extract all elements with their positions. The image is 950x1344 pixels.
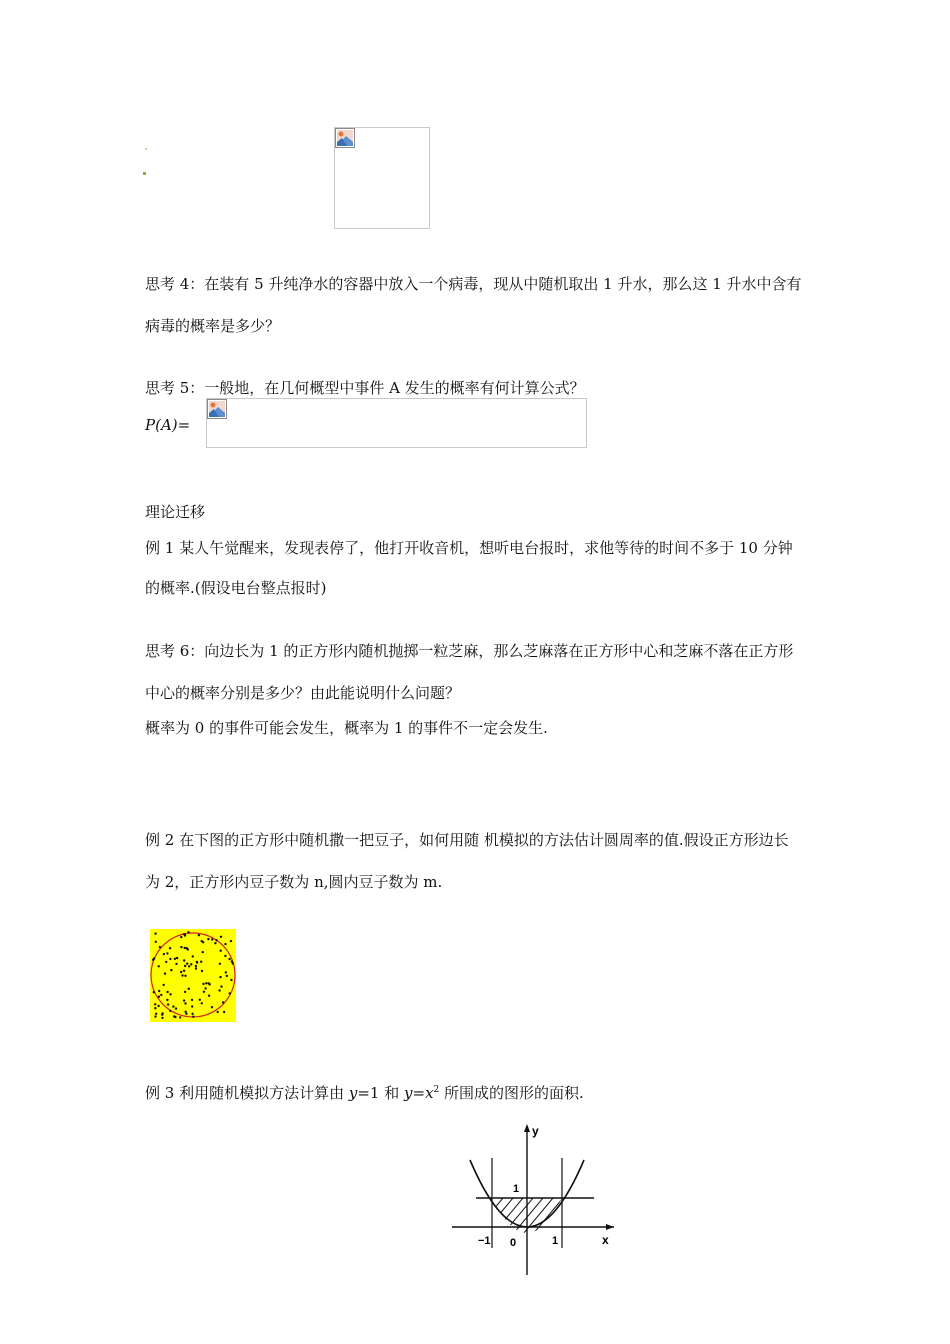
bean-dot — [195, 965, 197, 967]
bean-dot — [220, 936, 222, 938]
bean-dot — [224, 943, 226, 945]
bean-dot — [180, 971, 182, 973]
bean-dot — [222, 1001, 224, 1003]
bean-dot — [175, 1007, 177, 1009]
bean-dot — [188, 988, 190, 990]
bean-dot — [170, 969, 172, 971]
think4-line1: 思考 4：在装有 5 升纯净水的容器中放入一个病毒，现从中随机取出 1 升水，那么这 1 升水中含有 — [145, 275, 802, 293]
parabola-graph — [448, 1120, 618, 1280]
bean-dot — [158, 990, 160, 992]
think6-line1: 思考 6：向边长为 1 的正方形内随机抛掷一粒芝麻，那么芝麻落在正方形中心和芝麻不落在正方形 — [145, 642, 794, 660]
bean-dot — [166, 952, 168, 954]
bean-dot — [169, 947, 171, 949]
formula-prefix — [145, 415, 190, 435]
var-x: x — [425, 1084, 434, 1102]
bean-dot — [160, 994, 162, 996]
bean-dot — [214, 942, 216, 944]
bean-dot — [166, 991, 168, 993]
bean-dot — [183, 959, 185, 961]
bean-dot — [202, 951, 204, 953]
bean-dot — [196, 961, 198, 963]
bean-dot — [181, 974, 183, 976]
equals: = — [412, 1084, 426, 1102]
example1-line1: 例 1 某人午觉醒来，发现表停了，他打开收音机，想听电台报时，求他等待的时间不多于 10 分钟 — [145, 539, 793, 557]
bean-dot — [199, 999, 201, 1001]
bean-dot — [200, 961, 202, 963]
broken-image-placeholder — [334, 127, 430, 229]
x-axis-label: x — [602, 1233, 609, 1247]
bean-dot — [153, 991, 155, 993]
bean-dot — [208, 995, 210, 997]
bean-dot — [161, 1017, 163, 1019]
bean-dot — [192, 955, 194, 957]
bean-square-figure — [150, 929, 236, 1022]
bean-dot — [201, 1002, 203, 1004]
bean-dot — [180, 946, 182, 948]
bean-dot — [220, 985, 222, 987]
label-one-y: 1 — [513, 1183, 520, 1195]
square — [150, 929, 236, 1022]
bean-dot — [163, 953, 165, 955]
bean-dot — [190, 963, 192, 965]
example1-line2: 的概率.(假设电台整点报时) — [145, 579, 327, 597]
bean-dot — [201, 970, 203, 972]
bean-dot — [230, 979, 232, 981]
bean-dot — [224, 955, 226, 957]
bean-dot — [172, 1005, 174, 1007]
formula-prefix-text: P(A)= — [145, 416, 191, 434]
bean-dot — [207, 938, 209, 940]
bean-dot — [154, 932, 156, 934]
example3-eq1-rest: =1 和 — [357, 1084, 404, 1102]
bean-dot — [183, 970, 185, 972]
var-y: y — [404, 1084, 413, 1102]
exponent: 2 — [433, 1085, 440, 1095]
bean-dot — [184, 991, 186, 993]
bean-dot — [174, 1016, 176, 1018]
bean-dot — [184, 975, 186, 977]
bean-dot — [176, 957, 178, 959]
broken-image-icon — [335, 128, 355, 148]
bean-dot — [161, 1014, 163, 1016]
bean-dot — [154, 1003, 156, 1005]
bean-dot — [152, 959, 154, 961]
label-neg-one: −1 — [478, 1235, 491, 1247]
bean-dot — [219, 963, 221, 965]
bean-dot — [169, 1010, 171, 1012]
bean-dot — [195, 967, 197, 969]
bean-dot — [202, 941, 204, 943]
bean-dot — [166, 999, 168, 1001]
bean-dot — [220, 950, 222, 952]
bean-dot — [179, 1016, 181, 1018]
bean-dot — [202, 983, 204, 985]
example2-line2: 为 2，正方形内豆子数为 n,圆内豆子数为 m. — [145, 873, 443, 891]
y-axis-arrow — [524, 1124, 530, 1132]
bean-dot — [180, 936, 182, 938]
bean-dot — [175, 963, 177, 965]
bean-dot — [164, 972, 166, 974]
bean-dot — [165, 961, 167, 963]
bean-dot — [154, 1015, 156, 1017]
bean-dot — [215, 939, 217, 941]
bean-dot — [203, 991, 205, 993]
bean-dot — [158, 965, 160, 967]
label-one-x: 1 — [552, 1235, 559, 1247]
think5-line1: 思考 5：一般地，在几何概型中事件 A 发生的概率有何计算公式？ — [145, 379, 585, 397]
bean-dot — [229, 992, 231, 994]
bean-dot — [228, 958, 230, 960]
section-title: 理论迁移 — [145, 503, 206, 521]
bean-dot — [191, 1005, 193, 1007]
y-axis-label: y — [532, 1124, 539, 1138]
bean-dot — [187, 931, 189, 933]
bean-dot — [204, 987, 206, 989]
bean-dot — [157, 1005, 159, 1007]
bean-dot — [191, 999, 193, 1001]
example3-text — [145, 1083, 584, 1103]
bean-dot — [211, 938, 213, 940]
broken-image-icon — [207, 399, 227, 419]
bean-dot — [211, 1006, 213, 1008]
bean-dot — [185, 1013, 187, 1015]
var-y: y — [348, 1084, 358, 1102]
example3-suffix: 所围成的图形的面积. — [439, 1084, 584, 1102]
bean-dot — [186, 963, 188, 965]
bean-dot — [225, 971, 227, 973]
bean-dot — [231, 960, 233, 962]
think6-line2: 中心的概率分别是多少？由此能说明什么问题？ — [145, 684, 461, 702]
bean-dot — [163, 984, 165, 986]
think6-answer: 概率为 0 的事件可能会发生，概率为 1 的事件不一定会发生. — [145, 719, 548, 737]
formula-image-placeholder — [206, 398, 587, 448]
bean-dot — [230, 940, 232, 942]
bean-dot — [169, 993, 171, 995]
bean-dot — [154, 1007, 156, 1009]
bean-dot — [226, 975, 228, 977]
bean-dot — [169, 958, 171, 960]
bean-dot — [187, 948, 189, 950]
bean-dot — [183, 999, 185, 1001]
bean-dot — [159, 946, 161, 948]
bean-dot — [167, 1003, 169, 1005]
stray-mark — [143, 172, 146, 175]
label-zero: 0 — [510, 1237, 517, 1249]
bean-dot — [184, 965, 186, 967]
bean-dot — [174, 958, 176, 960]
bean-dot — [155, 941, 157, 943]
bean-dot — [218, 989, 220, 991]
bean-dot — [158, 996, 160, 998]
x-axis-arrow — [606, 1224, 614, 1230]
bean-dot — [223, 1011, 225, 1013]
example3-prefix: 例 3 利用随机模拟方法计算由 — [145, 1084, 349, 1102]
bean-dot — [192, 1016, 194, 1018]
example2-line1: 例 2 在下图的正方形中随机撒一把豆子，如何用随 机模拟的方法估计圆周率的值.假设正方形边长 — [145, 831, 789, 849]
think4-line2: 病毒的概率是多少？ — [145, 317, 281, 335]
bean-dot — [219, 976, 221, 978]
bean-dot — [184, 1002, 186, 1004]
bean-dot — [205, 982, 207, 984]
bean-dot — [208, 982, 210, 984]
bean-dot — [191, 1013, 193, 1015]
stray-mark — [145, 148, 147, 150]
bean-dot — [217, 1011, 219, 1013]
bean-dot — [183, 933, 185, 935]
bean-dot — [155, 1013, 157, 1015]
bean-dot — [198, 934, 200, 936]
bean-dot — [188, 965, 190, 967]
